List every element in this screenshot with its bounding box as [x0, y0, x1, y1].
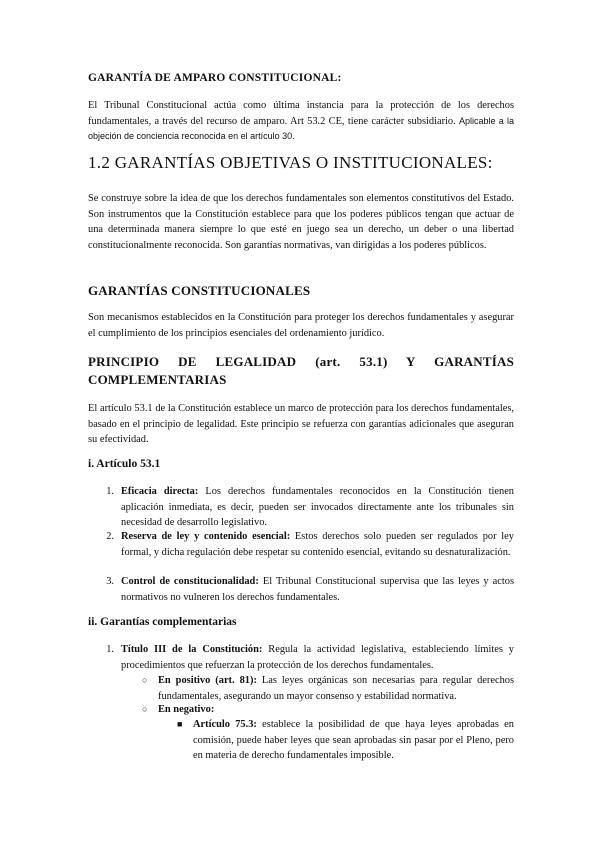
square-bullet-icon: ■	[177, 719, 183, 729]
list-term: En negativo:	[158, 704, 215, 715]
constitucionales-heading: GARANTÍAS CONSTITUCIONALES	[88, 283, 311, 298]
circle-bullet-icon: ○	[142, 704, 148, 714]
objetivas-paragraph: Se construye sobre la idea de que los derechos fundamentales son elementos constitutivos del Estado. Son instrumentos que la Constitución establece para que los poderes públicos tengan que actuar de una determinada manera siempre lo que esté en juego sea un derecho, un deber o una libertad constitucionalmente reconocida. Son garantías normativas, van dirigidas a los poderes públicos.	[88, 193, 514, 251]
list-item-positivo	[158, 673, 514, 704]
list-text: Las leyes orgánicas son necesarias para regular derechos fundamentales, asegurando un mayor consenso y estabilidad normativa.	[158, 675, 515, 702]
list-item-eficacia	[121, 484, 514, 531]
list-text: Regula la actividad legislativa, estableciendo límites y procedimientos que refuerzan la protección de los derechos fundamentales.	[121, 644, 514, 671]
complementarias-heading: ii. Garantías complementarias	[88, 616, 237, 628]
list-term: En positivo (art. 81):	[158, 675, 257, 686]
objetivas-heading: 1.2 GARANTÍAS OBJETIVAS O INSTITUCIONALES:	[88, 153, 493, 172]
list-term: Artículo 75.3:	[193, 719, 257, 730]
legalidad-paragraph: El artículo 53.1 de la Constitución establece un marco de protección para los derechos fundamentales, basado en el principio de legalidad. Este principio se refuerza con garantías adicionales que aseguran su efectividad.	[88, 403, 514, 446]
amparo-body: El Tribunal Constitucional actúa como última instancia para la protección de los derechos fundamentales, a través del recurso de amparo. Art 53.2 CE, tiene carácter subsidiario.	[88, 100, 514, 127]
circle-bullet-icon: ○	[142, 675, 148, 685]
list-text: Los derechos fundamentales reconocidos en la Constitución tienen aplicación inmediata, es decir, pueden ser invocados directamente ante los tribunales sin necesidad de desarrollo legislativo.	[121, 486, 515, 529]
list-text: establece la posibilidad de que haya leyes aprobadas en comisión, puede haber leyes que sean aprobadas sin pasar por el Pleno, pero en materia de derecho fundamentales imposible.	[193, 719, 514, 762]
list-term: Eficacia directa:	[121, 486, 199, 497]
list-item-titulo-iii	[121, 642, 514, 673]
list-text: El Tribunal Constitucional supervisa que las leyes y actos normativos no vulneren los derechos fundamentales.	[121, 576, 514, 603]
list-item-control	[121, 574, 514, 605]
list-item-articulo-753	[193, 717, 514, 764]
list-item-negativo	[158, 702, 214, 718]
list-item-reserva	[121, 529, 514, 560]
list-term: Control de constitucionalidad:	[121, 576, 259, 587]
list-number: 3.	[106, 576, 114, 587]
list-term: Reserva de ley y contenido esencial:	[121, 531, 291, 542]
list-number: 1.	[106, 486, 114, 497]
list-term: Título III de la Constitución:	[121, 644, 263, 655]
constitucionales-paragraph: Son mecanismos establecidos en la Constitución para proteger los derechos fundamentales y asegurar el cumplimiento de los principios esenciales del ordenamiento jurídico.	[88, 312, 514, 339]
list-number: 2.	[106, 531, 114, 542]
list-text: Estos derechos solo pueden ser regulados por ley formal, y dicha regulación debe respetar su contenido esencial, evitando su desnaturalización.	[121, 531, 514, 558]
amparo-note: Aplicable a la objeción de conciencia reconocida en el artículo 30.	[88, 115, 514, 142]
articulo-531-heading: i. Artículo 53.1	[88, 458, 161, 470]
list-number: 1.	[106, 644, 114, 655]
legalidad-heading: PRINCIPIO DE LEGALIDAD (art. 53.1) Y GARANTÍAS COMPLEMENTARIAS	[88, 354, 514, 387]
amparo-paragraph	[88, 98, 514, 145]
amparo-heading: GARANTÍA DE AMPARO CONSTITUCIONAL:	[88, 72, 342, 84]
